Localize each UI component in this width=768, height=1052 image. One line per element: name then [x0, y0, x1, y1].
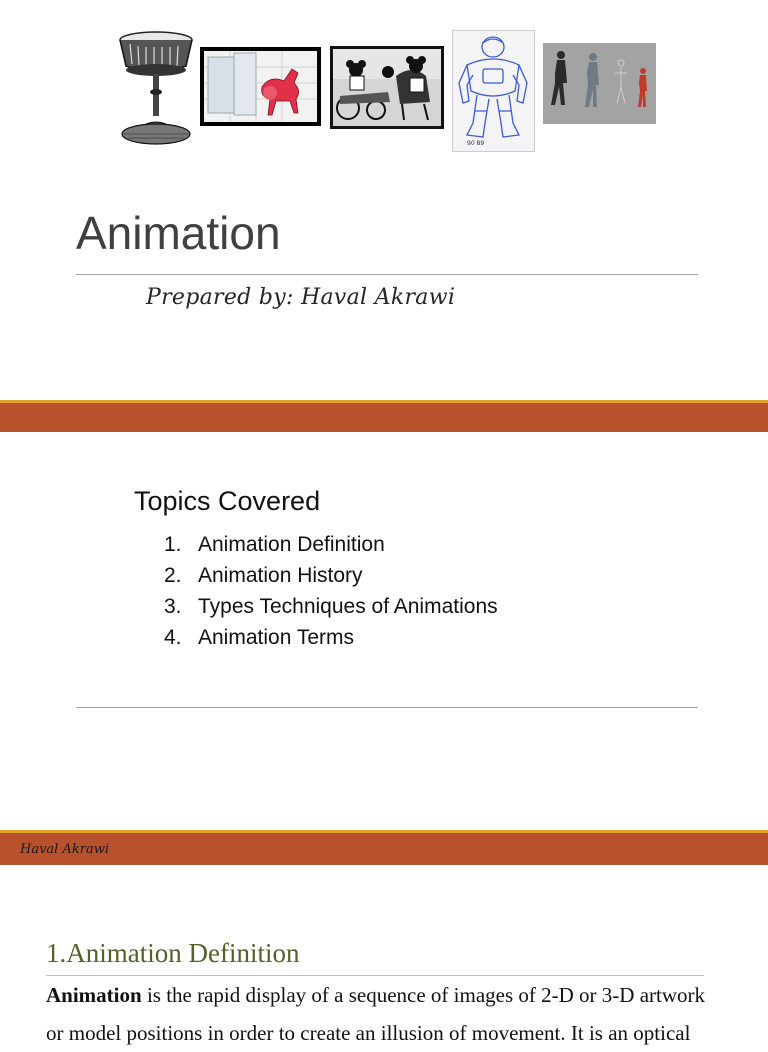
slide-separator-band — [0, 400, 768, 432]
topics-heading: Topics Covered — [134, 486, 321, 516]
slide-subtitle: Prepared by: Haval Akrawi — [146, 285, 456, 310]
footer-author: Haval Akrawi — [20, 842, 109, 857]
3d-horse-image — [200, 47, 321, 126]
topics-list — [164, 533, 498, 657]
list-item-label: Animation Terms — [198, 626, 355, 649]
list-item — [164, 564, 498, 595]
list-item-label: Types Techniques of Animations — [198, 595, 498, 618]
zoetrope-image — [112, 30, 200, 148]
robot-sketch-image — [452, 30, 535, 152]
paragraph-line-1 — [46, 976, 768, 1014]
paragraph-line-2: or model positions in order to create an illusion of movement. It is an optical — [46, 1021, 691, 1045]
paragraph-text-1: is the rapid display of a sequence of images of 2-D or 3-D artwork — [141, 983, 706, 1007]
title-divider — [76, 274, 698, 275]
topics-divider — [76, 707, 698, 708]
definition-paragraph — [46, 976, 768, 1052]
list-item — [164, 626, 498, 657]
list-item-label: Animation History — [198, 564, 363, 587]
paragraph-bold-term: Animation — [46, 983, 142, 1007]
svg-text:90 89: 90 89 — [467, 140, 485, 147]
list-item-number: 1. — [164, 533, 182, 556]
list-item-number: 3. — [164, 595, 182, 618]
list-item — [164, 533, 498, 564]
list-item-number: 4. — [164, 626, 182, 649]
slide-title: Animation — [76, 207, 281, 259]
list-item-label: Animation Definition — [198, 533, 385, 556]
cartoon-carriage-image — [330, 46, 444, 129]
list-item — [164, 595, 498, 626]
section-heading: 1.Animation Definition — [46, 938, 300, 968]
list-item-number: 2. — [164, 564, 182, 587]
walk-cycle-image — [543, 43, 656, 124]
title-slide — [0, 0, 768, 400]
footer-band — [0, 830, 768, 865]
